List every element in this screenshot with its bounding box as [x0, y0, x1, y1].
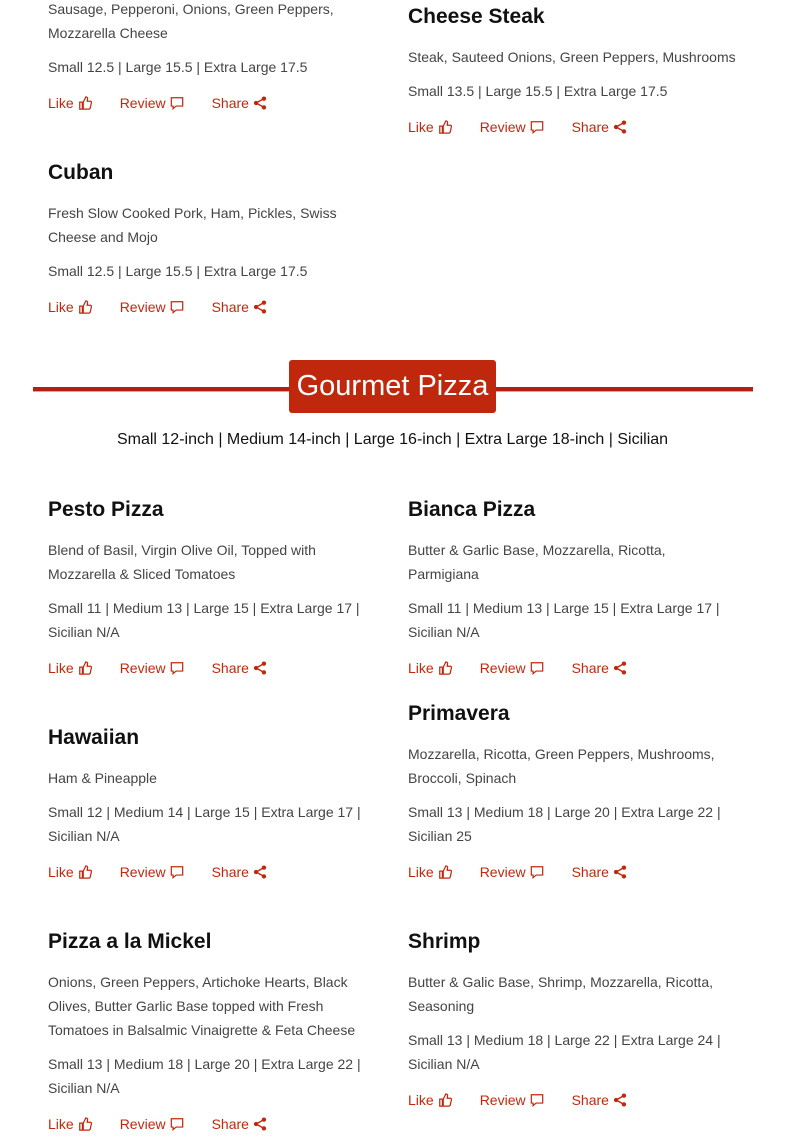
like-label: Like — [408, 660, 434, 676]
item-price: Small 12 | Medium 14 | Large 15 | Extra Large 17 | Sicilian N/A — [48, 804, 361, 844]
menu-item — [408, 929, 738, 1112]
item-actions — [408, 115, 738, 139]
share-label: Share — [571, 1092, 609, 1108]
review-label: Review — [119, 864, 166, 880]
item-actions — [408, 1088, 738, 1112]
comment-icon — [530, 661, 544, 675]
thumbs-up-icon — [438, 661, 452, 675]
item-actions — [48, 295, 378, 319]
comment-icon — [170, 865, 184, 879]
like-label: Like — [408, 1092, 434, 1108]
share-icon — [613, 865, 627, 879]
menu-item — [48, 725, 378, 884]
comment-icon — [530, 865, 544, 879]
thumbs-up-icon — [78, 1117, 92, 1131]
review-button[interactable] — [480, 864, 544, 880]
comment-icon — [530, 1093, 544, 1107]
share-button[interactable] — [572, 119, 627, 135]
share-label: Share — [211, 95, 249, 111]
item-name: Shrimp — [408, 930, 481, 953]
thumbs-up-icon — [78, 661, 92, 675]
share-label: Share — [571, 864, 609, 880]
item-name: Primavera — [408, 702, 510, 725]
item-price: Small 13 | Medium 18 | Large 22 | Extra Large 24 | Sicilian N/A — [408, 1032, 721, 1072]
review-button[interactable] — [120, 660, 184, 676]
like-button[interactable] — [48, 1116, 92, 1132]
share-button[interactable] — [572, 660, 627, 676]
like-label: Like — [48, 299, 74, 315]
share-icon — [613, 120, 627, 134]
item-price: Small 13 | Medium 18 | Large 20 | Extra Large 22 | Sicilian 25 — [408, 804, 721, 844]
item-description: Onions, Green Peppers, Artichoke Hearts, Black Olives, Butter Garlic Base topped with Fresh Tomatoes in Balsalmic Vinaigrette & Feta Cheese — [48, 974, 356, 1038]
share-button[interactable] — [572, 864, 627, 880]
review-button[interactable] — [480, 1092, 544, 1108]
like-button[interactable] — [48, 299, 92, 315]
like-label: Like — [408, 119, 434, 135]
thumbs-up-icon — [78, 300, 92, 314]
item-name: Cuban — [48, 161, 114, 184]
item-description: Mozzarella, Ricotta, Green Peppers, Mushrooms, Broccoli, Spinach — [408, 746, 715, 786]
review-label: Review — [479, 864, 526, 880]
item-name: Pesto Pizza — [48, 498, 164, 521]
item-name: Bianca Pizza — [408, 498, 536, 521]
review-button[interactable] — [480, 119, 544, 135]
item-actions — [48, 91, 378, 115]
like-label: Like — [408, 864, 434, 880]
like-button[interactable] — [408, 1092, 452, 1108]
share-button[interactable] — [212, 660, 267, 676]
like-button[interactable] — [408, 119, 452, 135]
share-button[interactable] — [572, 1092, 627, 1108]
item-description: Sausage, Pepperoni, Onions, Green Peppers, Mozzarella Cheese — [48, 1, 334, 41]
thumbs-up-icon — [438, 865, 452, 879]
section-sizes: Small 12-inch | Medium 14-inch | Large 16-inch | Extra Large 18-inch | Sicilian — [116, 431, 669, 448]
comment-icon — [170, 96, 184, 110]
comment-icon — [170, 300, 184, 314]
like-button[interactable] — [48, 864, 92, 880]
review-button[interactable] — [120, 95, 184, 111]
review-label: Review — [119, 299, 166, 315]
thumbs-up-icon — [438, 120, 452, 134]
item-description: Fresh Slow Cooked Pork, Ham, Pickles, Swiss Cheese and Mojo — [48, 205, 337, 245]
item-description: Steak, Sauteed Onions, Green Peppers, Mushrooms — [408, 49, 736, 65]
share-icon — [253, 865, 267, 879]
section-title: Gourmet Pizza — [289, 360, 496, 413]
share-label: Share — [211, 1116, 249, 1132]
like-label: Like — [48, 1116, 74, 1132]
menu-item — [48, 929, 378, 1136]
item-name: Cheese Steak — [408, 5, 545, 28]
item-price: Small 13 | Medium 18 | Large 20 | Extra Large 22 | Sicilian N/A — [48, 1056, 361, 1096]
share-icon — [613, 661, 627, 675]
share-label: Share — [211, 660, 249, 676]
thumbs-up-icon — [78, 96, 92, 110]
item-actions — [48, 1112, 378, 1136]
share-label: Share — [211, 864, 249, 880]
menu-item — [408, 701, 738, 884]
share-button[interactable] — [212, 95, 267, 111]
item-actions — [48, 860, 378, 884]
review-button[interactable] — [120, 1116, 184, 1132]
comment-icon — [530, 120, 544, 134]
thumbs-up-icon — [438, 1093, 452, 1107]
share-icon — [253, 661, 267, 675]
item-price: Small 12.5 | Large 15.5 | Extra Large 17.5 — [48, 59, 308, 75]
item-actions — [48, 656, 378, 680]
like-button[interactable] — [408, 864, 452, 880]
like-label: Like — [48, 660, 74, 676]
menu-item — [408, 4, 738, 139]
review-button[interactable] — [120, 299, 184, 315]
like-button[interactable] — [48, 660, 92, 676]
item-price: Small 11 | Medium 13 | Large 15 | Extra Large 17 | Sicilian N/A — [408, 600, 720, 640]
review-label: Review — [119, 660, 166, 676]
item-actions — [408, 860, 738, 884]
like-label: Like — [48, 864, 74, 880]
menu-item — [48, 160, 378, 319]
share-label: Share — [571, 660, 609, 676]
item-name: Hawaiian — [48, 726, 140, 749]
item-price: Small 12.5 | Large 15.5 | Extra Large 17.5 — [48, 263, 308, 279]
like-button[interactable] — [48, 95, 92, 111]
menu-item — [408, 497, 738, 680]
like-button[interactable] — [408, 660, 452, 676]
review-label: Review — [479, 1092, 526, 1108]
item-actions — [408, 656, 738, 680]
item-description: Butter & Garlic Base, Mozzarella, Ricotta, Parmigiana — [408, 542, 666, 582]
share-icon — [253, 300, 267, 314]
share-label: Share — [571, 119, 609, 135]
share-label: Share — [211, 299, 249, 315]
like-label: Like — [48, 95, 74, 111]
review-label: Review — [479, 119, 526, 135]
thumbs-up-icon — [78, 865, 92, 879]
item-description: Ham & Pineapple — [48, 770, 157, 786]
comment-icon — [170, 661, 184, 675]
item-description: Butter & Galic Base, Shrimp, Mozzarella, Ricotta, Seasoning — [408, 974, 713, 1014]
item-price: Small 13.5 | Large 15.5 | Extra Large 17.5 — [408, 83, 668, 99]
share-icon — [253, 1117, 267, 1131]
share-button[interactable] — [212, 1116, 267, 1132]
menu-item — [48, 0, 378, 115]
review-button[interactable] — [480, 660, 544, 676]
menu-item — [48, 497, 378, 680]
item-name: Pizza a la Mickel — [48, 930, 212, 953]
review-label: Review — [119, 95, 166, 111]
share-icon — [253, 96, 267, 110]
item-description: Blend of Basil, Virgin Olive Oil, Topped with Mozzarella & Sliced Tomatoes — [48, 542, 316, 582]
item-price: Small 11 | Medium 13 | Large 15 | Extra Large 17 | Sicilian N/A — [48, 600, 360, 640]
review-label: Review — [119, 1116, 166, 1132]
share-button[interactable] — [212, 299, 267, 315]
review-button[interactable] — [120, 864, 184, 880]
review-label: Review — [479, 660, 526, 676]
share-icon — [613, 1093, 627, 1107]
share-button[interactable] — [212, 864, 267, 880]
comment-icon — [170, 1117, 184, 1131]
